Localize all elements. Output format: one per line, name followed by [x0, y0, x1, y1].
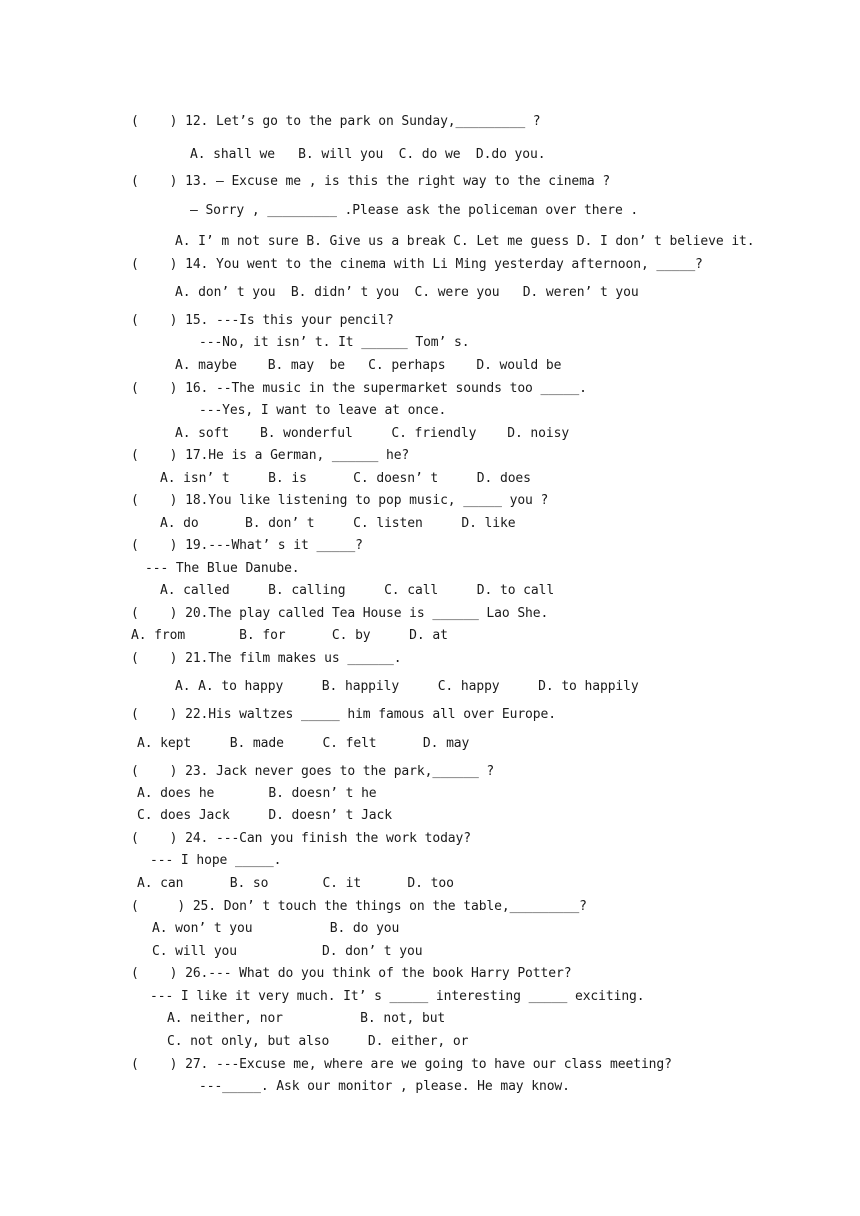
question-23-options-2: C. does Jack D. doesn’ t Jack — [137, 808, 392, 823]
question-17-stem: ( ) 17.He is a German, ______ he? — [131, 448, 410, 463]
question-26-stem: ( ) 26.--- What do you think of the book Harry Potter? — [131, 966, 572, 981]
question-24-stem: ( ) 24. ---Can you finish the work today? — [131, 831, 471, 846]
question-27-stem: ( ) 27. ---Excuse me, where are we going to have our class meeting? — [131, 1057, 672, 1072]
question-24-options: A. can B. so C. it D. too — [137, 876, 454, 891]
question-19-dialogue: --- The Blue Danube. — [145, 561, 300, 576]
question-13-options: A. I’ m not sure B. Give us a break C. Let me guess D. I don’ t believe it. — [175, 234, 755, 249]
question-20-stem: ( ) 20.The play called Tea House is ______ Lao She. — [131, 606, 549, 621]
question-16-dialogue: ---Yes, I want to leave at once. — [199, 403, 447, 418]
question-22-stem: ( ) 22.His waltzes _____ him famous all over Europe. — [131, 707, 556, 722]
question-26-dialogue: --- I like it very much. It’ s _____ interesting _____ exciting. — [150, 989, 645, 1004]
question-26-options-1: A. neither, nor B. not, but — [167, 1011, 446, 1026]
question-27-dialogue: ---_____. Ask our monitor , please. He may know. — [199, 1079, 570, 1094]
question-14-stem: ( ) 14. You went to the cinema with Li Ming yesterday afternoon, _____? — [131, 257, 703, 272]
question-24-dialogue: --- I hope _____. — [150, 853, 282, 868]
question-25-stem: ( ) 25. Don’ t touch the things on the table,_________? — [131, 899, 587, 914]
question-22-options: A. kept B. made C. felt D. may — [137, 736, 470, 751]
question-15-options: A. maybe B. may be C. perhaps D. would be — [175, 358, 562, 373]
question-15-dialogue: ---No, it isn’ t. It ______ Tom’ s. — [199, 335, 470, 350]
question-16-options: A. soft B. wonderful C. friendly D. noisy — [175, 426, 570, 441]
question-13-stem: ( ) 13. — Excuse me , is this the right way to the cinema ? — [131, 174, 611, 189]
question-25-options-2: C. will you D. don’ t you — [152, 944, 423, 959]
question-17-options: A. isn’ t B. is C. doesn’ t D. does — [160, 471, 531, 486]
question-26-options-2: C. not only, but also D. either, or — [167, 1034, 469, 1049]
question-21-stem: ( ) 21.The film makes us ______. — [131, 651, 402, 666]
question-12-stem: ( ) 12. Let’s go to the park on Sunday,_________ ? — [131, 114, 541, 129]
question-18-stem: ( ) 18.You like listening to pop music, _____ you ? — [131, 493, 549, 508]
question-18-options: A. do B. don’ t C. listen D. like — [160, 516, 516, 531]
question-23-options-1: A. does he B. doesn’ t he — [137, 786, 377, 801]
question-13-dialogue: — Sorry , _________ .Please ask the policeman over there . — [190, 203, 639, 218]
question-12-options: A. shall we B. will you C. do we D.do you. — [190, 147, 546, 162]
question-16-stem: ( ) 16. --The music in the supermarket sounds too _____. — [131, 381, 587, 396]
question-14-options: A. don’ t you B. didn’ t you C. were you D. weren’ t you — [175, 285, 639, 300]
question-15-stem: ( ) 15. ---Is this your pencil? — [131, 313, 394, 328]
question-19-options: A. called B. calling C. call D. to call — [160, 583, 555, 598]
question-21-options: A. A. to happy B. happily C. happy D. to happily — [175, 679, 639, 694]
question-20-options: A. from B. for C. by D. at — [131, 628, 448, 643]
question-23-stem: ( ) 23. Jack never goes to the park,______ ? — [131, 764, 495, 779]
question-25-options-1: A. won’ t you B. do you — [152, 921, 400, 936]
question-19-stem: ( ) 19.---What’ s it _____? — [131, 538, 363, 553]
